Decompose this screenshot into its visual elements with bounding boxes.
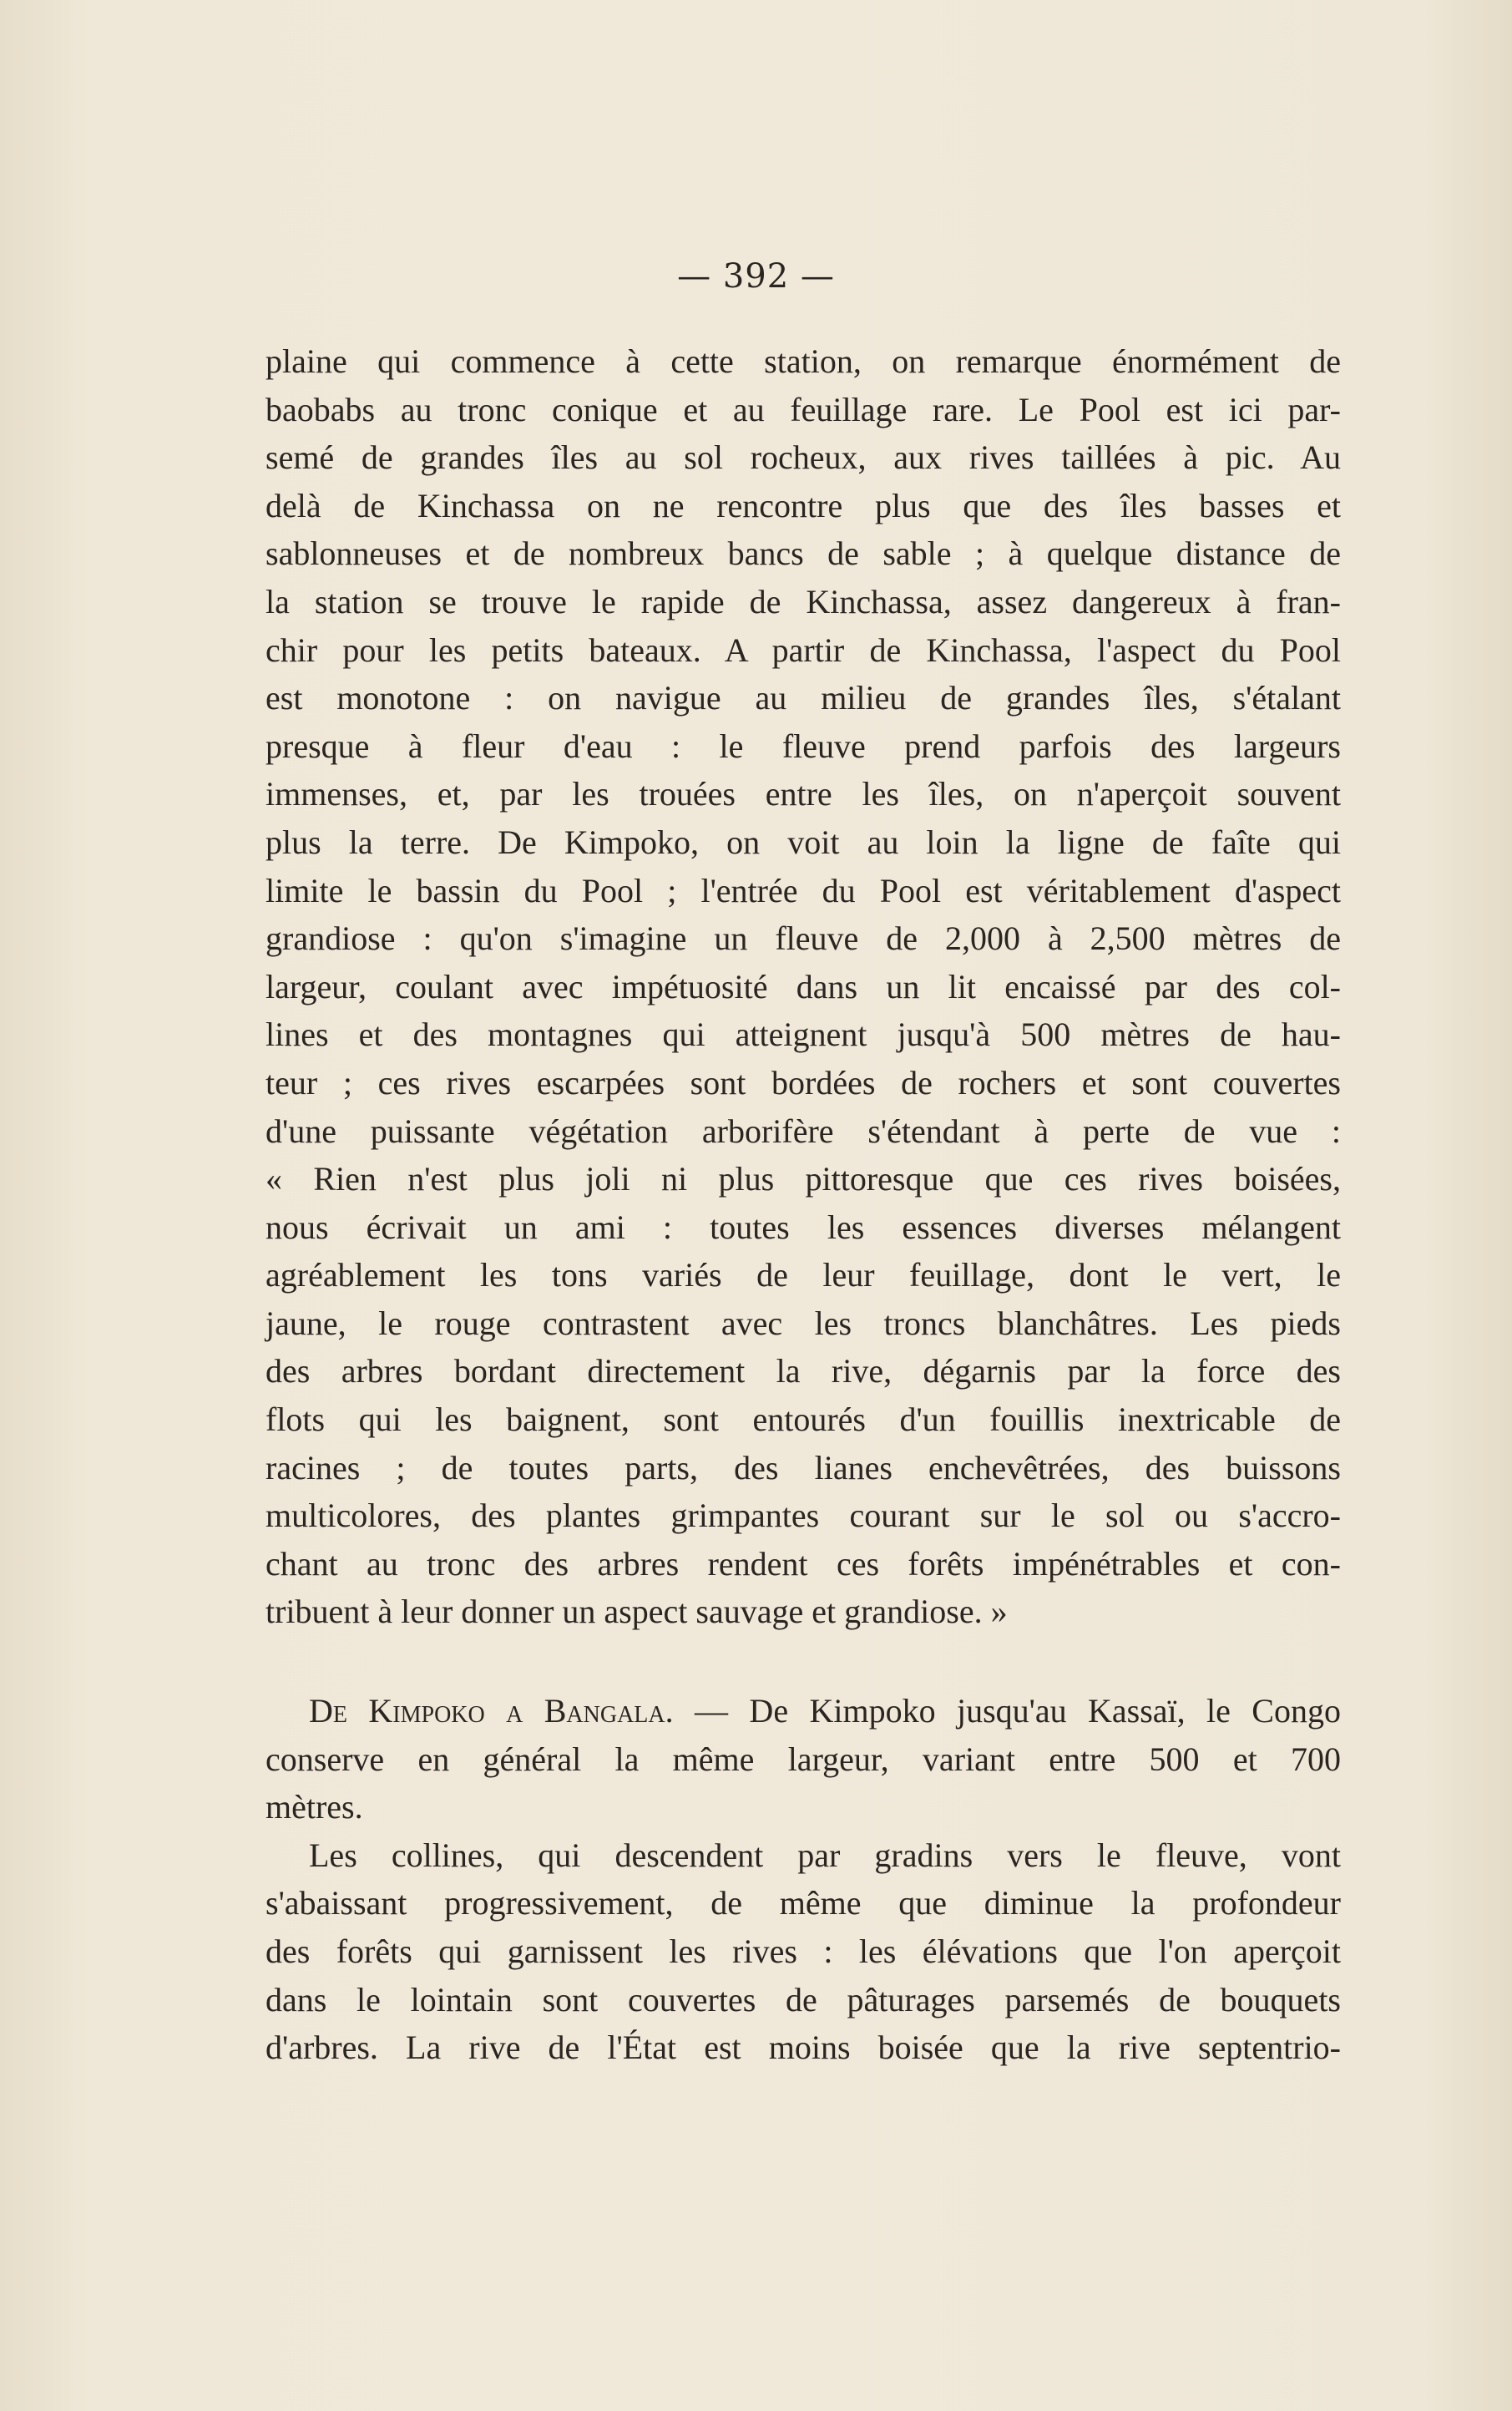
paragraph-1-line-2: semé de grandes îles au sol rocheux, aux rives taillées à pic. Au	[265, 438, 1341, 477]
paragraph-2-line-1: conserve en général la même largeur, variant entre 500 et 700	[265, 1740, 1341, 1778]
paragraph-1-line-6: chir pour les petits bateaux. A partir de Kinchassa, l'aspect du Pool	[265, 631, 1341, 669]
paragraph-1-line-16: d'une puissante végétation arborifère s'étendant à perte de vue :	[265, 1112, 1341, 1150]
paragraph-2-line-0-rest: — De Kimpoko jusqu'au Kassaï, le Congo	[673, 1692, 1341, 1730]
paragraph-1-line-19: agréablement les tons variés de leur feuillage, dont le vert, le	[265, 1256, 1341, 1294]
paragraph-1-line-15: teur ; ces rives escarpées sont bordées de rochers et sont couvertes	[265, 1063, 1341, 1102]
paragraph-3	[265, 1831, 1341, 2072]
paragraph-1-line-8: presque à fleur d'eau : le fleuve prend parfois des largeurs	[265, 727, 1341, 765]
paragraph-3-line-1: s'abaissant progressivement, de même que diminue la profondeur	[265, 1884, 1341, 1922]
paragraph-1-line-10: plus la terre. De Kimpoko, on voit au loin la ligne de faîte qui	[265, 823, 1341, 861]
paragraph-1-line-4: sablonneuses et de nombreux bancs de sable ; à quelque distance de	[265, 534, 1341, 573]
paragraph-1-line-25: chant au tronc des arbres rendent ces forêts impénétrables et con-	[265, 1544, 1341, 1583]
paragraph-3-line-0: Les collines, qui descendent par gradins vers le fleuve, vont	[309, 1836, 1341, 1874]
paragraph-2	[265, 1687, 1341, 2072]
paragraph-1-line-5: la station se trouve le rapide de Kinchassa, assez dangereux à fran-	[265, 582, 1341, 620]
page-number: — 392 —	[677, 257, 835, 296]
paragraph-1-line-12: grandiose : qu'on s'imagine un fleuve de 2,000 à 2,500 mètres de	[265, 919, 1341, 958]
paragraph-1-line-21: des arbres bordant directement la rive, dégarnis par la force des	[265, 1352, 1341, 1390]
paragraph-1-line-23: racines ; de toutes parts, des lianes enchevêtrées, des buissons	[265, 1448, 1341, 1487]
paragraph-1-line-0: plaine qui commence à cette station, on remarque énormément de	[265, 342, 1341, 380]
paragraph-1-line-9: immenses, et, par les trouées entre les îles, on n'aperçoit souvent	[265, 775, 1341, 813]
paragraph-1-line-20: jaune, le rouge contrastent avec les troncs blanchâtres. Les pieds	[265, 1304, 1341, 1342]
paragraph-1	[265, 337, 1341, 1636]
paragraph-1-line-24: multicolores, des plantes grimpantes courant sur le sol ou s'accro-	[265, 1497, 1341, 1535]
paragraph-1-line-22: flots qui les baignent, sont entourés d'un fouillis inextricable de	[265, 1401, 1341, 1439]
paragraph-1-line-1: baobabs au tronc conique et au feuillage rare. Le Pool est ici par-	[265, 390, 1341, 428]
paragraph-1-line-18: nous écrivait un ami : toutes les essences diverses mélangent	[265, 1208, 1341, 1246]
paragraph-1-line-3: delà de Kinchassa on ne rencontre plus que des îles basses et	[265, 486, 1341, 524]
section-heading: De Kimpoko a Bangala.	[309, 1692, 674, 1730]
paragraph-3-line-4: d'arbres. La rive de l'État est moins boisée que la rive septentrio-	[265, 2029, 1341, 2067]
paragraph-1-line-17: « Rien n'est plus joli ni plus pittoresque que ces rives boisées,	[265, 1160, 1341, 1198]
paragraph-1-line-26: tribuent à leur donner un aspect sauvage et grandiose. »	[265, 1593, 1008, 1631]
paragraph-3-line-2: des forêts qui garnissent les rives : les élévations que l'on aperçoit	[265, 1932, 1341, 1970]
paragraph-2-line-2: mètres.	[265, 1788, 363, 1826]
paragraph-2-line-0	[265, 1687, 1341, 1735]
paragraph-1-line-14: lines et des montagnes qui atteignent jusqu'à 500 mètres de hau-	[265, 1016, 1341, 1054]
paragraph-1-line-13: largeur, coulant avec impétuosité dans un lit encaissé par des col-	[265, 967, 1341, 1005]
paragraph-3-line-3: dans le lointain sont couvertes de pâturages parsemés de bouquets	[265, 1980, 1341, 2018]
paragraph-1-line-7: est monotone : on navigue au milieu de grandes îles, s'étalant	[265, 679, 1341, 717]
paragraph-1-line-11: limite le bassin du Pool ; l'entrée du Pool est véritablement d'aspect	[265, 871, 1341, 909]
